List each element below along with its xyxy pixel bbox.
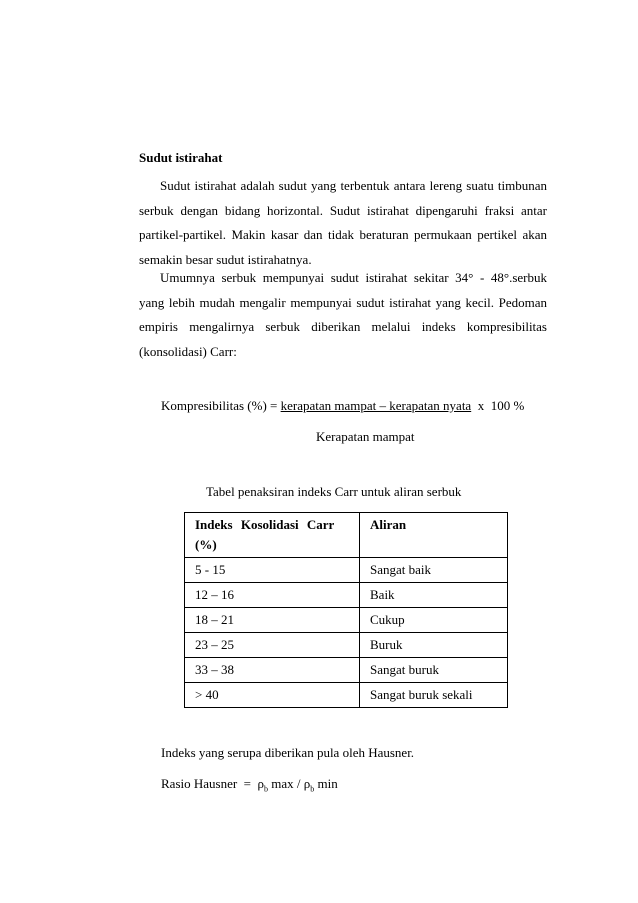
table-row bbox=[185, 658, 508, 683]
cell-index: 5 - 15 bbox=[185, 558, 360, 583]
hausner-label: Rasio Hausner = bbox=[161, 776, 258, 791]
formula-multiplier: x 100 % bbox=[471, 398, 525, 413]
cell-flow: Cukup bbox=[360, 608, 508, 633]
table-row bbox=[185, 583, 508, 608]
table-row bbox=[185, 683, 508, 708]
compressibility-formula bbox=[161, 398, 524, 414]
max-text: max / bbox=[268, 776, 304, 791]
cell-index: 23 – 25 bbox=[185, 633, 360, 658]
header-flow: Aliran bbox=[360, 513, 508, 558]
hausner-intro: Indeks yang serupa diberikan pula oleh Hausner. bbox=[161, 745, 415, 760]
table-row bbox=[185, 633, 508, 658]
table-row bbox=[185, 558, 508, 583]
table-header-row bbox=[185, 513, 508, 558]
cell-index: 18 – 21 bbox=[185, 608, 360, 633]
table-caption: Tabel penaksiran indeks Carr untuk aliran serbuk bbox=[206, 484, 462, 499]
cell-index: > 40 bbox=[185, 683, 360, 708]
paragraph-angle-of-repose: Sudut istirahat adalah sudut yang terbentuk antara lereng suatu timbunan serbuk dengan bidang horizontal. Sudut istirahat dipengaruhi fraksi antar partikel-partikel. Makin kasar dan tidak beraturan permukaan pertikel akan semakin besar sudut istirahatnya. bbox=[139, 178, 547, 267]
min-text: min bbox=[314, 776, 338, 791]
formula-denominator: Kerapatan mampat bbox=[316, 429, 415, 444]
cell-index: 12 – 16 bbox=[185, 583, 360, 608]
cell-flow: Sangat buruk sekali bbox=[360, 683, 508, 708]
cell-flow: Sangat buruk bbox=[360, 658, 508, 683]
cell-flow: Baik bbox=[360, 583, 508, 608]
paragraph-carr-index: Umumnya serbuk mempunyai sudut istirahat sekitar 34° - 48°.serbuk yang lebih mudah mengalir mempunyai sudut istirahat yang kecil. Pedoman empiris mengalirnya serbuk diberikan melalui indeks kompresibilitas (konsolidasi) Carr: bbox=[139, 270, 547, 359]
rho-subscript: b bbox=[264, 784, 269, 794]
table-row bbox=[185, 608, 508, 633]
formula-numerator: kerapatan mampat – kerapatan nyata bbox=[280, 398, 472, 413]
rho-subscript: b bbox=[310, 784, 315, 794]
rho-symbol: ρ bbox=[303, 776, 311, 791]
header-index: Indeks Kosolidasi Carr (%) bbox=[185, 513, 360, 558]
carr-index-table bbox=[184, 512, 508, 708]
cell-flow: Sangat baik bbox=[360, 558, 508, 583]
hausner-ratio-formula bbox=[161, 776, 338, 794]
section-heading: Sudut istirahat bbox=[139, 150, 223, 165]
cell-index: 33 – 38 bbox=[185, 658, 360, 683]
rho-symbol: ρ bbox=[257, 776, 265, 791]
cell-flow: Buruk bbox=[360, 633, 508, 658]
formula-lhs: Kompresibilitas (%) = bbox=[161, 398, 281, 413]
